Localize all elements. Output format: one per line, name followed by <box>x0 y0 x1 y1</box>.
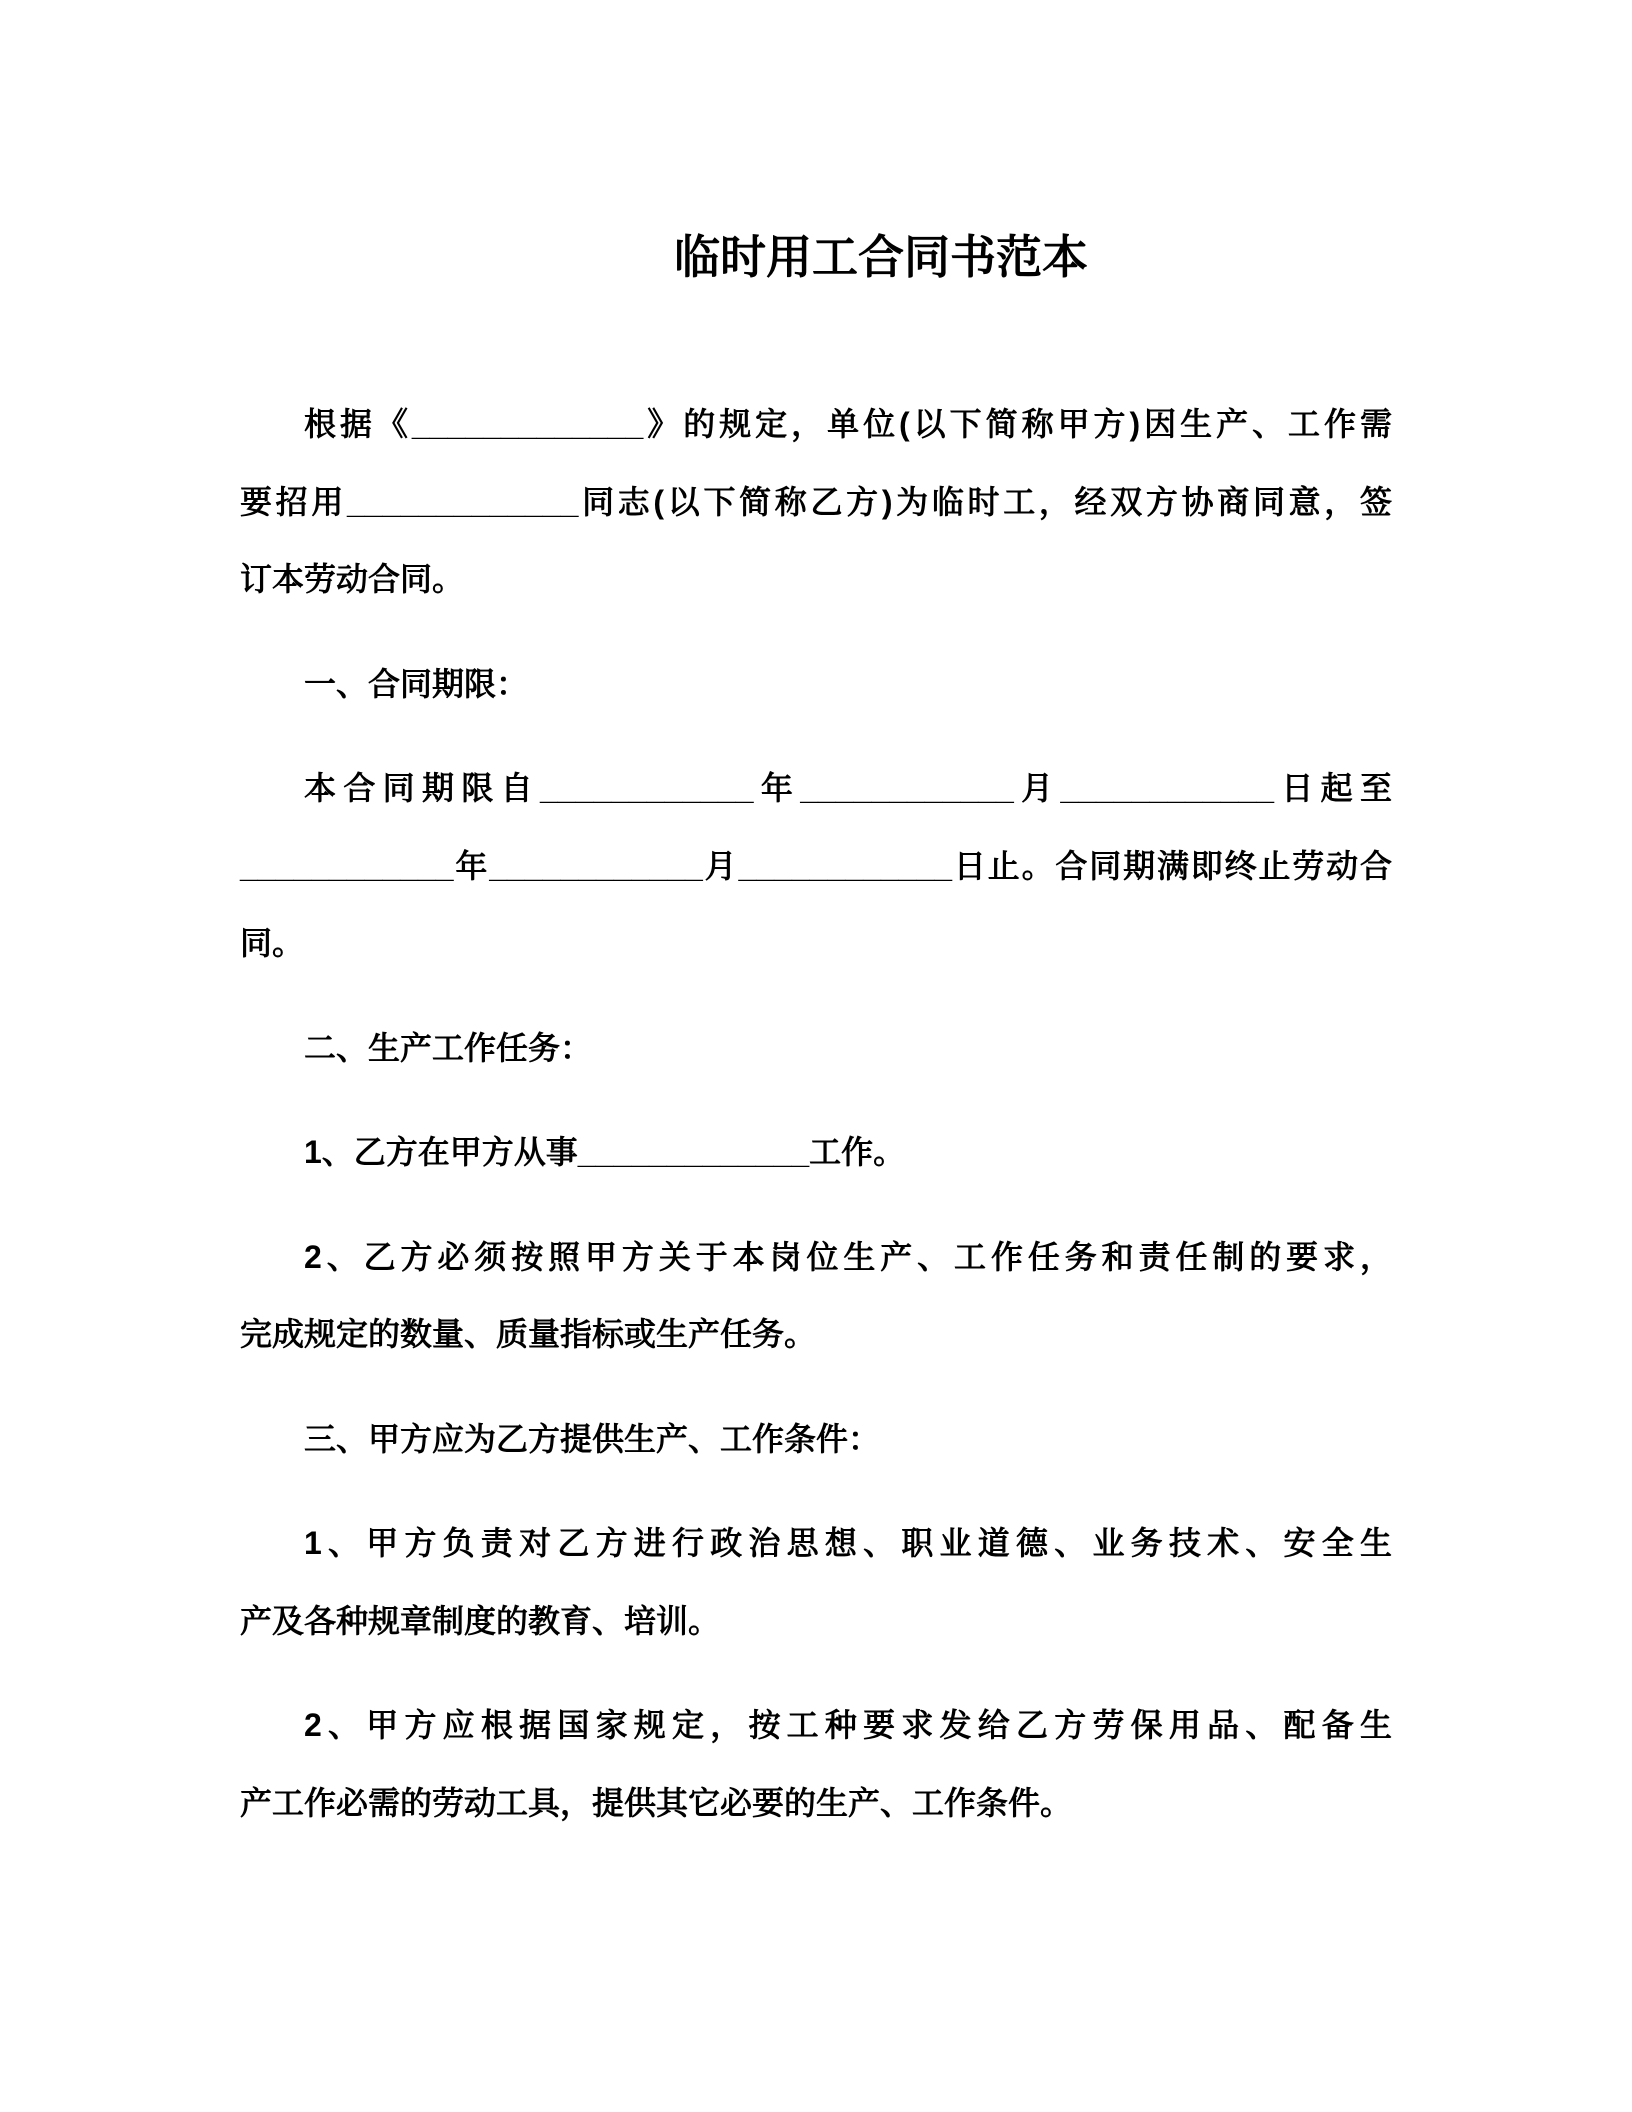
text-line: 三、甲方应为乙方提供生产、工作条件： <box>304 1420 881 1457</box>
paragraph-condition-1 <box>240 1505 1392 1660</box>
text-line: 根据《_____________》的规定，单位(以下简称甲方)因生产、工作需 <box>304 406 1392 442</box>
text-line: 订本劳动合同。 <box>240 561 465 597</box>
text-line: 本合同期限自____________年____________月____________日起至 <box>304 770 1392 806</box>
text-line: 一、合同期限： <box>304 665 529 702</box>
text-line: 要招用_____________同志(以下简称乙方)为临时工，经双方协商同意，签 <box>240 483 1392 520</box>
document-title: 临时用工合同书范本 <box>674 231 1088 283</box>
paragraph-heading-conditions <box>240 1401 1392 1479</box>
paragraph-heading-term <box>240 646 1392 724</box>
paragraph-task-1 <box>240 1114 1392 1192</box>
paragraph-task-2 <box>240 1219 1392 1374</box>
text-line: 产及各种规章制度的教育、培训。 <box>240 1602 721 1639</box>
text-line: 1、甲方负责对乙方进行政治思想、职业道德、业务技术、安全生 <box>304 1525 1392 1561</box>
text-line: 同。 <box>240 925 305 961</box>
text-line: 完成规定的数量、质量指标或生产任务。 <box>240 1316 817 1352</box>
paragraph-term-duration <box>240 750 1392 983</box>
paragraph-intro <box>240 386 1392 619</box>
paragraph-condition-2 <box>240 1687 1392 1842</box>
text-line: ____________年____________月____________日止。合同期满即终止劳动合 <box>240 847 1392 884</box>
document-content <box>0 218 1632 1842</box>
text-line: 2、甲方应根据国家规定，按工种要求发给乙方劳保用品、配备生 <box>304 1707 1392 1743</box>
paragraph-heading-tasks <box>240 1010 1392 1088</box>
text-line: 产工作必需的劳动工具，提供其它必要的生产、工作条件。 <box>240 1784 1073 1821</box>
text-line: 二、生产工作任务： <box>304 1029 593 1066</box>
text-line: 1、乙方在甲方从事_____________工作。 <box>304 1134 906 1170</box>
document-body <box>240 386 1392 1842</box>
text-line: 2、乙方必须按照甲方关于本岗位生产、工作任务和责任制的要求， <box>304 1238 1392 1275</box>
